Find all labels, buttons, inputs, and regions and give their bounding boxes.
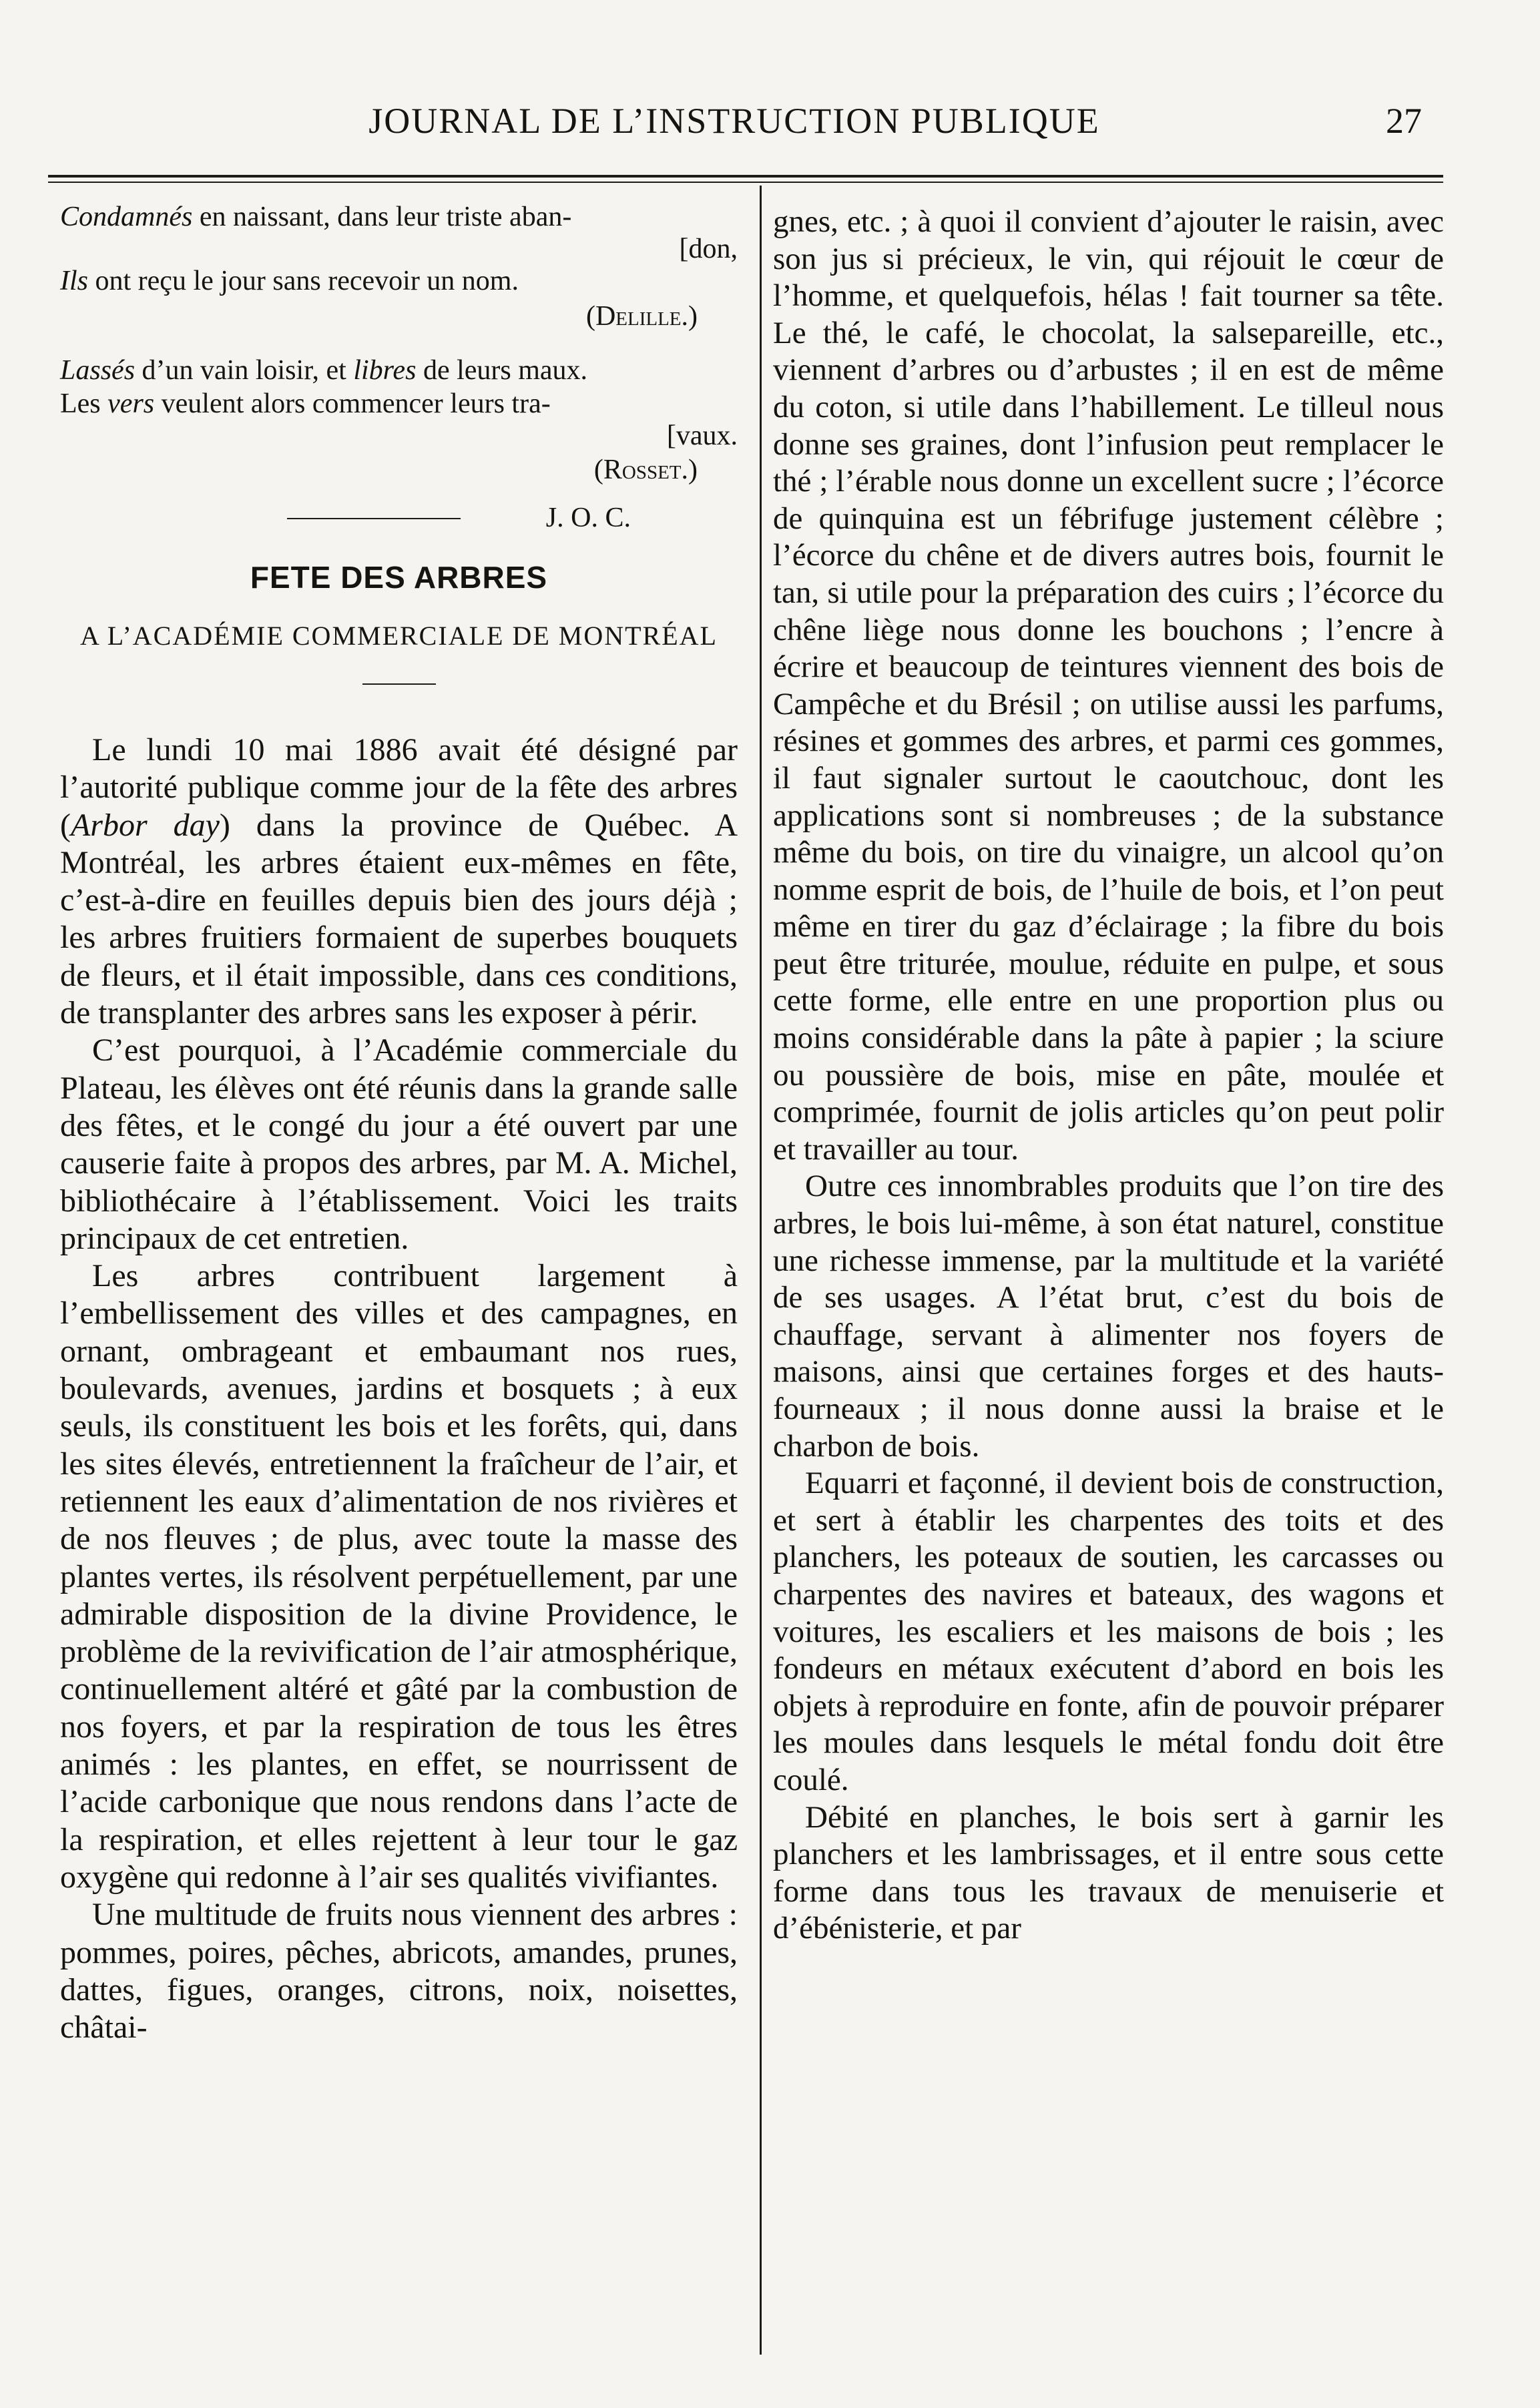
- verse-quote-delille: [60, 200, 738, 335]
- verse-text: veulent alors commencer leurs tra-: [154, 388, 551, 419]
- column-divider: [760, 186, 762, 2355]
- paragraph: [60, 731, 738, 1032]
- paragraph-text: ) dans la province de Québec. A Montréal, les arbres étaient eux-mêmes en fête, c’est-à-dire en feuilles depuis bien des jours déjà ; les arbres fruitiers formaient de superbes bouquets de fleurs, et il était impossible, dans ces conditions, de transplanter des arbres sans les exposer à périr.: [60, 807, 738, 1031]
- verse-quote-rosset: [60, 354, 738, 489]
- verse-italic: Condamnés: [60, 202, 193, 232]
- verse-line: [60, 387, 738, 420]
- paragraph: Une multitude de fruits nous viennent des arbres : pommes, poires, pêches, abricots, amandes, prunes, dattes, figues, oranges, citrons, noix, noisettes, châtai-: [60, 1897, 738, 2046]
- verse-text: ont reçu le jour sans recevoir un nom.: [88, 266, 519, 296]
- verse-text: en naissant, dans leur triste aban-: [192, 202, 572, 232]
- verse-continuation: [vaux.: [666, 420, 738, 451]
- paragraph-italic: Arbor day: [70, 807, 220, 843]
- paragraph: Débité en planches, le bois sert à garnir les planchers et les lambrissages, et il entre sous cette forme dans tous les travaux de menuiserie et d’ébénisterie, et par: [773, 1799, 1444, 1946]
- verse-attribution: (Rosset.): [593, 455, 698, 485]
- paragraph: gnes, etc. ; à quoi il convient d’ajouter le raisin, avec son jus si précieux, le vin, qui réjouit le cœur de l’homme, et quelquefois, hélas ! fait tourner sa tête. Le thé, le café, le chocolat, la salsepareille, etc., viennent d’arbres ou d’arbustes ; il en est de même du coton, si utile dans l’habillement. Le tilleul nous donne ses graines, dont l’infusion peut remplacer le thé ; l’érable nous donne un excellent sucre ; l’écorce de quinquina est un fébrifuge justement célèbre ; l’écorce du chêne et de divers autres bois, fournit le tan, si utile pour la préparation des cuirs ; l’écorce du chêne liège nous donne les bouchons ; l’encre à écrire et beaucoup de teintures viennent des bois de Campêche et du Brésil ; on utilise aussi les parfums, résines et gommes des arbres, et parmi ces gommes, il faut signaler surtout le caoutchouc, dont les applications sont si nombreuses ; de la substance même du bois, on tire du vinaigre, un alcool qu’on nomme esprit de bois, de l’huile de bois, et l’on peut même en tirer du gaz d’éclairage ; la fibre du bois peut être triturée, moulue, réduite en pulpe, et sous cette forme, elle entre en une proportion plus ou moins considérable dans la pâte à papier ; la sciure ou poussière de bois, mise en pâte, moulée et comprimée, fournit de jolis articles qu’on peut polir et travailler au tour.: [773, 204, 1444, 1167]
- article-title: FETE DES ARBRES: [250, 560, 548, 595]
- verse-continuation: [don,: [679, 234, 738, 264]
- verse-text: d’un vain loisir, et: [135, 355, 354, 386]
- running-title: JOURNAL DE L’INSTRUCTION PUBLIQUE: [368, 101, 1100, 141]
- verse-line: [60, 200, 738, 234]
- header-rule-thick: [48, 175, 1443, 178]
- paragraph: Equarri et façonné, il devient bois de construction, et sert à établir les charpentes des toits et des planchers, les poteaux de soutien, les carcasses ou charpentes des navires et bateaux, des wagons et voitures, les escaliers et les maisons de bois ; les fondeurs en métaux exécutent d’abord en bois les objets à reproduire en fonte, afin de pouvoir préparer les moules dans lesquels le métal fondu doit être coulé.: [773, 1466, 1444, 1797]
- verse-text: de leurs maux.: [416, 355, 588, 386]
- left-column: [60, 200, 738, 2046]
- paragraph-text: Le lundi 10 mai 1886 avait été désigné par l’autorité publique comme jour de la fête des arbres (: [60, 732, 738, 843]
- title-rule: [362, 683, 436, 685]
- verse-text: Les: [60, 388, 108, 419]
- verse-italic: Ils: [60, 266, 88, 296]
- header-rule-thin: [48, 182, 1443, 183]
- article-subtitle: A L’ACADÉMIE COMMERCIALE DE MONTRÉAL: [80, 621, 718, 651]
- right-column: [773, 204, 1444, 1947]
- section-rule: [287, 518, 461, 519]
- author-signature: J. O. C.: [545, 503, 631, 533]
- page-header: [73, 100, 1422, 147]
- verse-line: [60, 354, 738, 387]
- verse-italic: libres: [353, 355, 417, 386]
- paragraph: C’est pourquoi, à l’Académie commerciale du Plateau, les élèves ont été réunis dans la grande salle des fêtes, et le congé du jour a été ouvert par une causerie faite à propos des arbres, par M. A. Michel, bibliothécaire à l’établissement. Voici les traits principaux de cet entretien.: [60, 1032, 738, 1256]
- page-number: 27: [1386, 101, 1422, 141]
- verse-line: [60, 264, 738, 298]
- paragraph: Les arbres contribuent largement à l’embellissement des villes et des campagnes, en ornant, ombrageant et embaumant nos rues, boulevards, avenues, jardins et bosquets ; à eux seuls, ils constituent les bois et les forêts, qui, dans les sites élevés, entretiennent la fraîcheur de l’air, et retiennent les eaux d’alimentation de nos rivières et de nos fleuves ; de plus, avec toute la masse des plantes vertes, ils résolvent perpétuellement, par une admirable disposition de la divine Providence, le problème de la revivification de l’air atmosphérique, continuellement altéré et gâté par la combustion de nos foyers, et par la respiration de tous les êtres animés : les plantes, en effet, se nourrissent de l’acide carbonique que nous rendons dans l’acte de la respiration, et elles rejettent à leur tour le gaz oxygène qui redonne à l’air ses qualités vivifiantes.: [60, 1258, 738, 1895]
- verse-attribution: (Delille.): [585, 301, 698, 332]
- verse-italic: vers: [107, 388, 155, 419]
- paragraph: Outre ces innombrables produits que l’on tire des arbres, le bois lui-même, à son état naturel, constitue une richesse immense, par la multitude et la variété de ses usages. A l’état brut, c’est du bois de chauffage, servant à alimenter nos foyers de maisons, ainsi que certaines forges et des hauts-fourneaux ; il nous donne aussi la braise et le charbon de bois.: [773, 1169, 1444, 1464]
- verse-italic: Lassés: [60, 355, 136, 386]
